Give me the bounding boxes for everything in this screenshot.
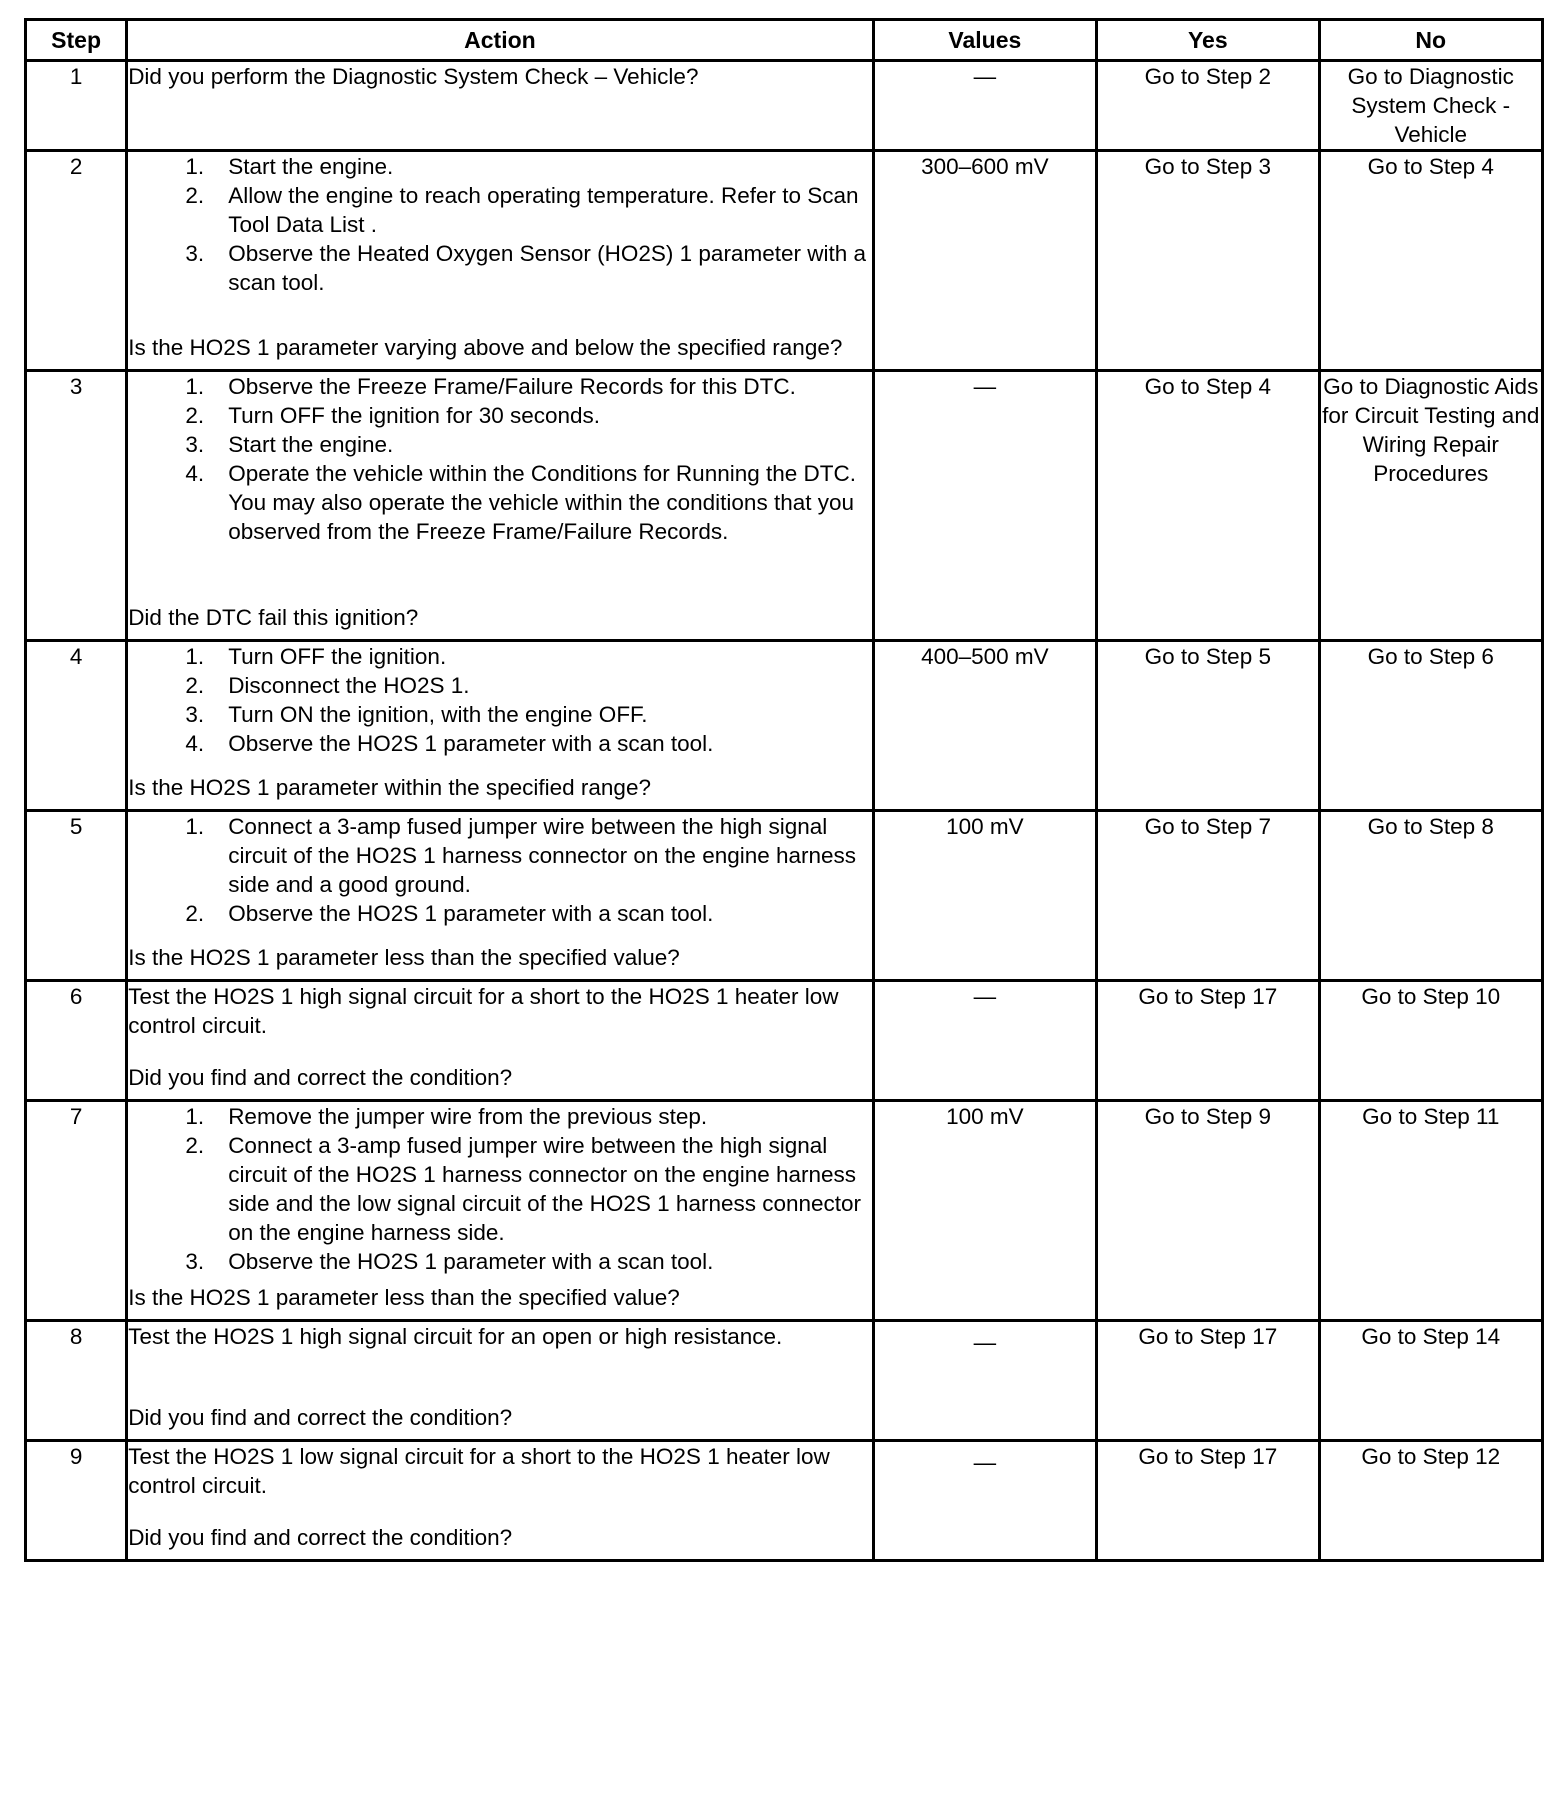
list-item-number: 3.	[185, 432, 205, 457]
diagnostic-table	[24, 18, 1544, 1562]
yes-cell: Go to Step 7	[1097, 811, 1319, 981]
step-number: 8	[26, 1321, 127, 1441]
action-content	[128, 812, 871, 972]
list-item-number: 4.	[185, 461, 205, 486]
action-cell	[127, 981, 873, 1101]
list-item-number: 3.	[185, 241, 205, 266]
step-number: 2	[26, 151, 127, 371]
list-item-number: 1.	[185, 1104, 205, 1129]
no-cell: Go to Step 11	[1319, 1101, 1542, 1321]
list-item-text: Allow the engine to reach operating temperature. Refer to Scan Tool Data List .	[228, 183, 859, 237]
step-number: 5	[26, 811, 127, 981]
list-item	[128, 812, 871, 899]
list-item	[128, 430, 871, 459]
action-question: Did you find and correct the condition?	[128, 1405, 513, 1430]
values-cell: —	[873, 1321, 1096, 1441]
action-cell	[127, 1321, 873, 1441]
no-cell: Go to Step 8	[1319, 811, 1542, 981]
list-item-text: Observe the HO2S 1 parameter with a scan tool.	[228, 731, 714, 756]
action-intro: Test the HO2S 1 high signal circuit for an open or high resistance.	[128, 1324, 783, 1349]
list-item-text: Observe the HO2S 1 parameter with a scan tool.	[228, 1249, 714, 1274]
yes-cell: Go to Step 17	[1097, 981, 1319, 1101]
list-item	[128, 401, 871, 430]
list-item-text: Turn OFF the ignition.	[228, 644, 447, 669]
no-cell: Go to Diagnostic System Check - Vehicle	[1319, 61, 1542, 151]
header-values: Values	[873, 20, 1096, 61]
list-item-number: 4.	[185, 731, 205, 756]
header-action: Action	[127, 20, 873, 61]
yes-cell: Go to Step 4	[1097, 371, 1319, 641]
yes-cell: Go to Step 17	[1097, 1441, 1319, 1561]
action-question: Did you find and correct the condition?	[128, 1525, 513, 1550]
step-number: 4	[26, 641, 127, 811]
list-item-number: 2.	[185, 1133, 205, 1158]
step-number: 3	[26, 371, 127, 641]
action-top	[128, 152, 871, 297]
action-content	[128, 642, 871, 802]
list-item	[128, 459, 871, 546]
list-item-text: Start the engine.	[228, 432, 394, 457]
table-row	[26, 1101, 1543, 1321]
yes-cell: Go to Step 17	[1097, 1321, 1319, 1441]
no-cell: Go to Diagnostic Aids for Circuit Testing and Wiring Repair Procedures	[1319, 371, 1542, 641]
values-cell: —	[873, 61, 1096, 151]
action-top	[128, 812, 871, 928]
values-cell: 100 mV	[873, 811, 1096, 981]
table-row	[26, 811, 1543, 981]
yes-cell: Go to Step 5	[1097, 641, 1319, 811]
table-row	[26, 151, 1543, 371]
action-content	[128, 62, 871, 138]
action-content	[128, 1442, 871, 1552]
list-item-number: 2.	[185, 183, 205, 208]
table-row	[26, 981, 1543, 1101]
action-question: Is the HO2S 1 parameter varying above and below the specified range?	[128, 335, 843, 360]
list-item	[128, 1247, 871, 1276]
list-item-text: Connect a 3-amp fused jumper wire between the high signal circuit of the HO2S 1 harness connector on the engine harness side and a good ground.	[228, 814, 857, 897]
list-item	[128, 372, 871, 401]
list-item-text: Turn ON the ignition, with the engine OFF.	[228, 702, 648, 727]
action-question: Is the HO2S 1 parameter within the specified range?	[128, 775, 651, 800]
list-item-text: Disconnect the HO2S 1.	[228, 673, 470, 698]
action-question: Is the HO2S 1 parameter less than the specified value?	[128, 1285, 680, 1310]
list-item	[128, 152, 871, 181]
list-item-text: Start the engine.	[228, 154, 394, 179]
values-cell: —	[873, 981, 1096, 1101]
action-question: Did the DTC fail this ignition?	[128, 605, 419, 630]
table-row	[26, 61, 1543, 151]
table-row	[26, 1441, 1543, 1561]
action-cell	[127, 151, 873, 371]
action-intro: Test the HO2S 1 high signal circuit for a short to the HO2S 1 heater low control circuit.	[128, 984, 839, 1038]
action-list	[128, 372, 871, 546]
list-item-number: 2.	[185, 673, 205, 698]
yes-cell: Go to Step 2	[1097, 61, 1319, 151]
list-item	[128, 642, 871, 671]
action-cell	[127, 641, 873, 811]
action-top	[128, 1322, 871, 1351]
list-item-number: 2.	[185, 901, 205, 926]
action-list	[128, 152, 871, 297]
action-list	[128, 642, 871, 758]
header-step: Step	[26, 20, 127, 61]
list-item-number: 1.	[185, 644, 205, 669]
action-top	[128, 642, 871, 758]
list-item-text: Turn OFF the ignition for 30 seconds.	[228, 403, 601, 428]
action-content	[128, 982, 871, 1092]
action-content	[128, 152, 871, 362]
list-item	[128, 1102, 871, 1131]
list-item	[128, 239, 871, 297]
list-item	[128, 700, 871, 729]
action-cell	[127, 811, 873, 981]
action-top	[128, 372, 871, 546]
action-list	[128, 812, 871, 928]
action-content	[128, 1322, 871, 1432]
list-item-text: Observe the HO2S 1 parameter with a scan tool.	[228, 901, 714, 926]
list-item-text: Observe the Heated Oxygen Sensor (HO2S) 1 parameter with a scan tool.	[228, 241, 866, 295]
table-row	[26, 371, 1543, 641]
no-cell: Go to Step 10	[1319, 981, 1542, 1101]
no-cell: Go to Step 4	[1319, 151, 1542, 371]
action-cell	[127, 1441, 873, 1561]
yes-cell: Go to Step 3	[1097, 151, 1319, 371]
action-top	[128, 1102, 871, 1276]
header-row	[26, 20, 1543, 61]
list-item-number: 3.	[185, 702, 205, 727]
step-number: 6	[26, 981, 127, 1101]
header-no: No	[1319, 20, 1542, 61]
list-item-text: Connect a 3-amp fused jumper wire between the high signal circuit of the HO2S 1 harness connector on the engine harness side and the low signal circuit of the HO2S 1 harness connector on the engine harness side.	[228, 1133, 862, 1245]
action-cell	[127, 371, 873, 641]
values-cell: —	[873, 371, 1096, 641]
values-cell: 100 mV	[873, 1101, 1096, 1321]
step-number: 7	[26, 1101, 127, 1321]
action-content	[128, 1102, 871, 1312]
list-item-text: Operate the vehicle within the Conditions for Running the DTC. You may also operate the vehicle within the conditions that you observed from the Freeze Frame/Failure Records.	[228, 461, 857, 544]
no-cell: Go to Step 6	[1319, 641, 1542, 811]
yes-cell: Go to Step 9	[1097, 1101, 1319, 1321]
list-item	[128, 181, 871, 239]
values-cell: —	[873, 1441, 1096, 1561]
list-item-number: 1.	[185, 154, 205, 179]
action-top	[128, 1442, 871, 1500]
table-row	[26, 1321, 1543, 1441]
action-question: Did you find and correct the condition?	[128, 1065, 513, 1090]
step-number: 1	[26, 61, 127, 151]
values-cell: 400–500 mV	[873, 641, 1096, 811]
action-intro: Test the HO2S 1 low signal circuit for a short to the HO2S 1 heater low control circuit.	[128, 1444, 830, 1498]
step-number: 9	[26, 1441, 127, 1561]
list-item-number: 3.	[185, 1249, 205, 1274]
action-intro: Did you perform the Diagnostic System Check – Vehicle?	[128, 64, 699, 89]
table-row	[26, 641, 1543, 811]
list-item-number: 2.	[185, 403, 205, 428]
action-cell	[127, 1101, 873, 1321]
list-item-number: 1.	[185, 814, 205, 839]
action-question: Is the HO2S 1 parameter less than the specified value?	[128, 945, 680, 970]
list-item-text: Observe the Freeze Frame/Failure Records for this DTC.	[228, 374, 796, 399]
no-cell: Go to Step 14	[1319, 1321, 1542, 1441]
list-item	[128, 1131, 871, 1247]
action-top	[128, 982, 871, 1040]
values-cell: 300–600 mV	[873, 151, 1096, 371]
list-item	[128, 729, 871, 758]
list-item-text: Remove the jumper wire from the previous step.	[228, 1104, 708, 1129]
list-item	[128, 899, 871, 928]
action-content	[128, 372, 871, 632]
header-yes: Yes	[1097, 20, 1319, 61]
list-item-number: 1.	[185, 374, 205, 399]
no-cell: Go to Step 12	[1319, 1441, 1542, 1561]
action-list	[128, 1102, 871, 1276]
list-item	[128, 671, 871, 700]
action-cell	[127, 61, 873, 151]
action-top	[128, 62, 871, 91]
